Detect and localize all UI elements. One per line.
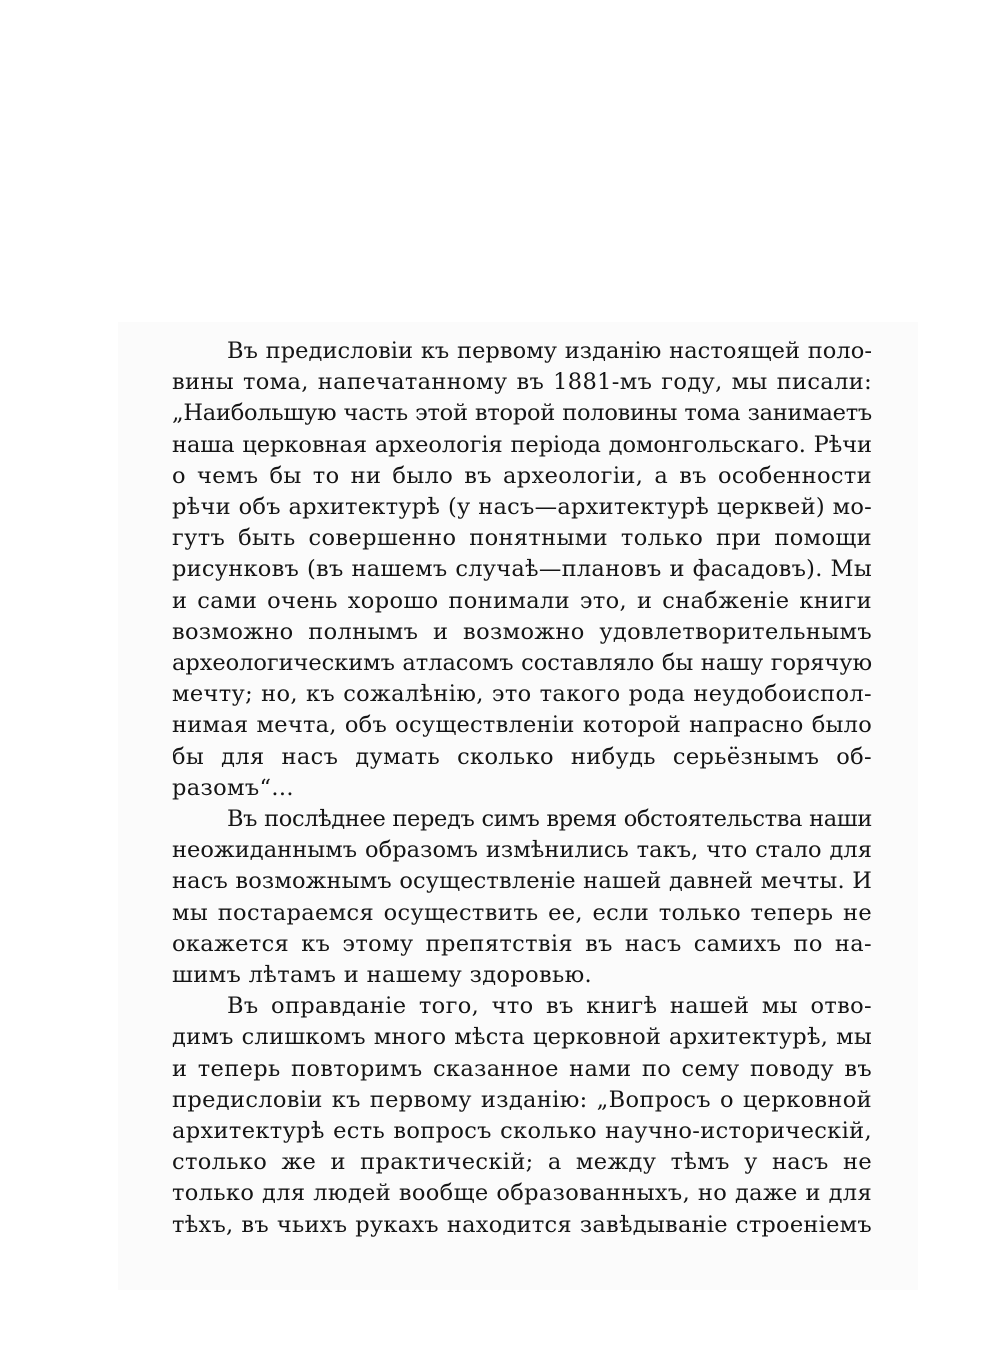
text-line: Въ предисловіи къ первому изданію настоящей поло- [227, 338, 872, 364]
text-line: Въ оправданіе того, что въ книгѣ нашей мы отво- [227, 993, 872, 1020]
text-line: о чемъ бы то ни было въ археологіи, а въ особенности [172, 462, 872, 489]
text-line: димъ слишкомъ много мѣста церковной архитектурѣ, мы [172, 1024, 872, 1051]
text-line: мечту; но, къ сожалѣнію, это такого рода неудобоиспол- [172, 681, 872, 708]
text-line: и сами очень хорошо понимали это, и снабженіе книги [172, 587, 872, 614]
text-line: окажется къ этому препятствія въ насъ самихъ по на- [172, 930, 872, 957]
text-line: гутъ быть совершенно понятными только при помощи [172, 525, 872, 552]
text-line: насъ возможнымъ осуществленіе нашей давней мечты. И [172, 868, 872, 895]
text-line: вины тома, напечатанному въ 1881-мъ году, мы писали: [172, 369, 872, 396]
text-line: наша церковная археологія періода домонгольскаго. Рѣчи [172, 431, 872, 458]
text-line: неожиданнымъ образомъ измѣнились такъ, что стало для [172, 837, 872, 864]
text-line: возможно полнымъ и возможно удовлетворительнымъ [172, 618, 872, 645]
text-line: шимъ лѣтамъ и нашему здоровью. [172, 962, 593, 989]
text-line: бы для насъ думать сколько нибудь серьёзнымъ об- [172, 743, 872, 770]
text-line: предисловіи къ первому изданію: „Вопросъ о церковной [172, 1086, 872, 1113]
paragraph [172, 336, 872, 804]
paragraph [172, 991, 872, 1241]
text-line: мы постараемся осуществить ее, если только теперь не [172, 899, 872, 926]
text-line: Въ послѣднее передъ симъ время обстоятельства наши [227, 806, 872, 833]
text-line: „Наибольшую часть этой второй половины тома занимаетъ [172, 400, 872, 427]
text-line: архитектурѣ есть вопросъ сколько научно-историческій, [172, 1118, 872, 1145]
text-line: нимая мечта, объ осуществленіи которой напрасно было [172, 712, 872, 739]
text-line: разомъ“... [172, 774, 294, 801]
text-line: столько же и практическій; а между тѣмъ у насъ не [172, 1149, 872, 1176]
text-line: тѣхъ, въ чьихъ рукахъ находится завѣдываніе строеніемъ [172, 1211, 872, 1238]
text-line: рѣчи объ архитектурѣ (у насъ—архитектурѣ церквей) мо- [172, 494, 872, 521]
text-line: рисунковъ (въ нашемъ случаѣ—плановъ и фасадовъ). Мы [172, 556, 872, 583]
text-line: археологическимъ атласомъ составляло бы нашу горячую [172, 650, 872, 677]
paragraph [172, 804, 872, 991]
text-line: и теперь повторимъ сказанное нами по сему поводу въ [172, 1055, 872, 1082]
text-body [172, 336, 872, 1241]
text-line: только для людей вообще образованныхъ, но даже и для [172, 1180, 872, 1207]
